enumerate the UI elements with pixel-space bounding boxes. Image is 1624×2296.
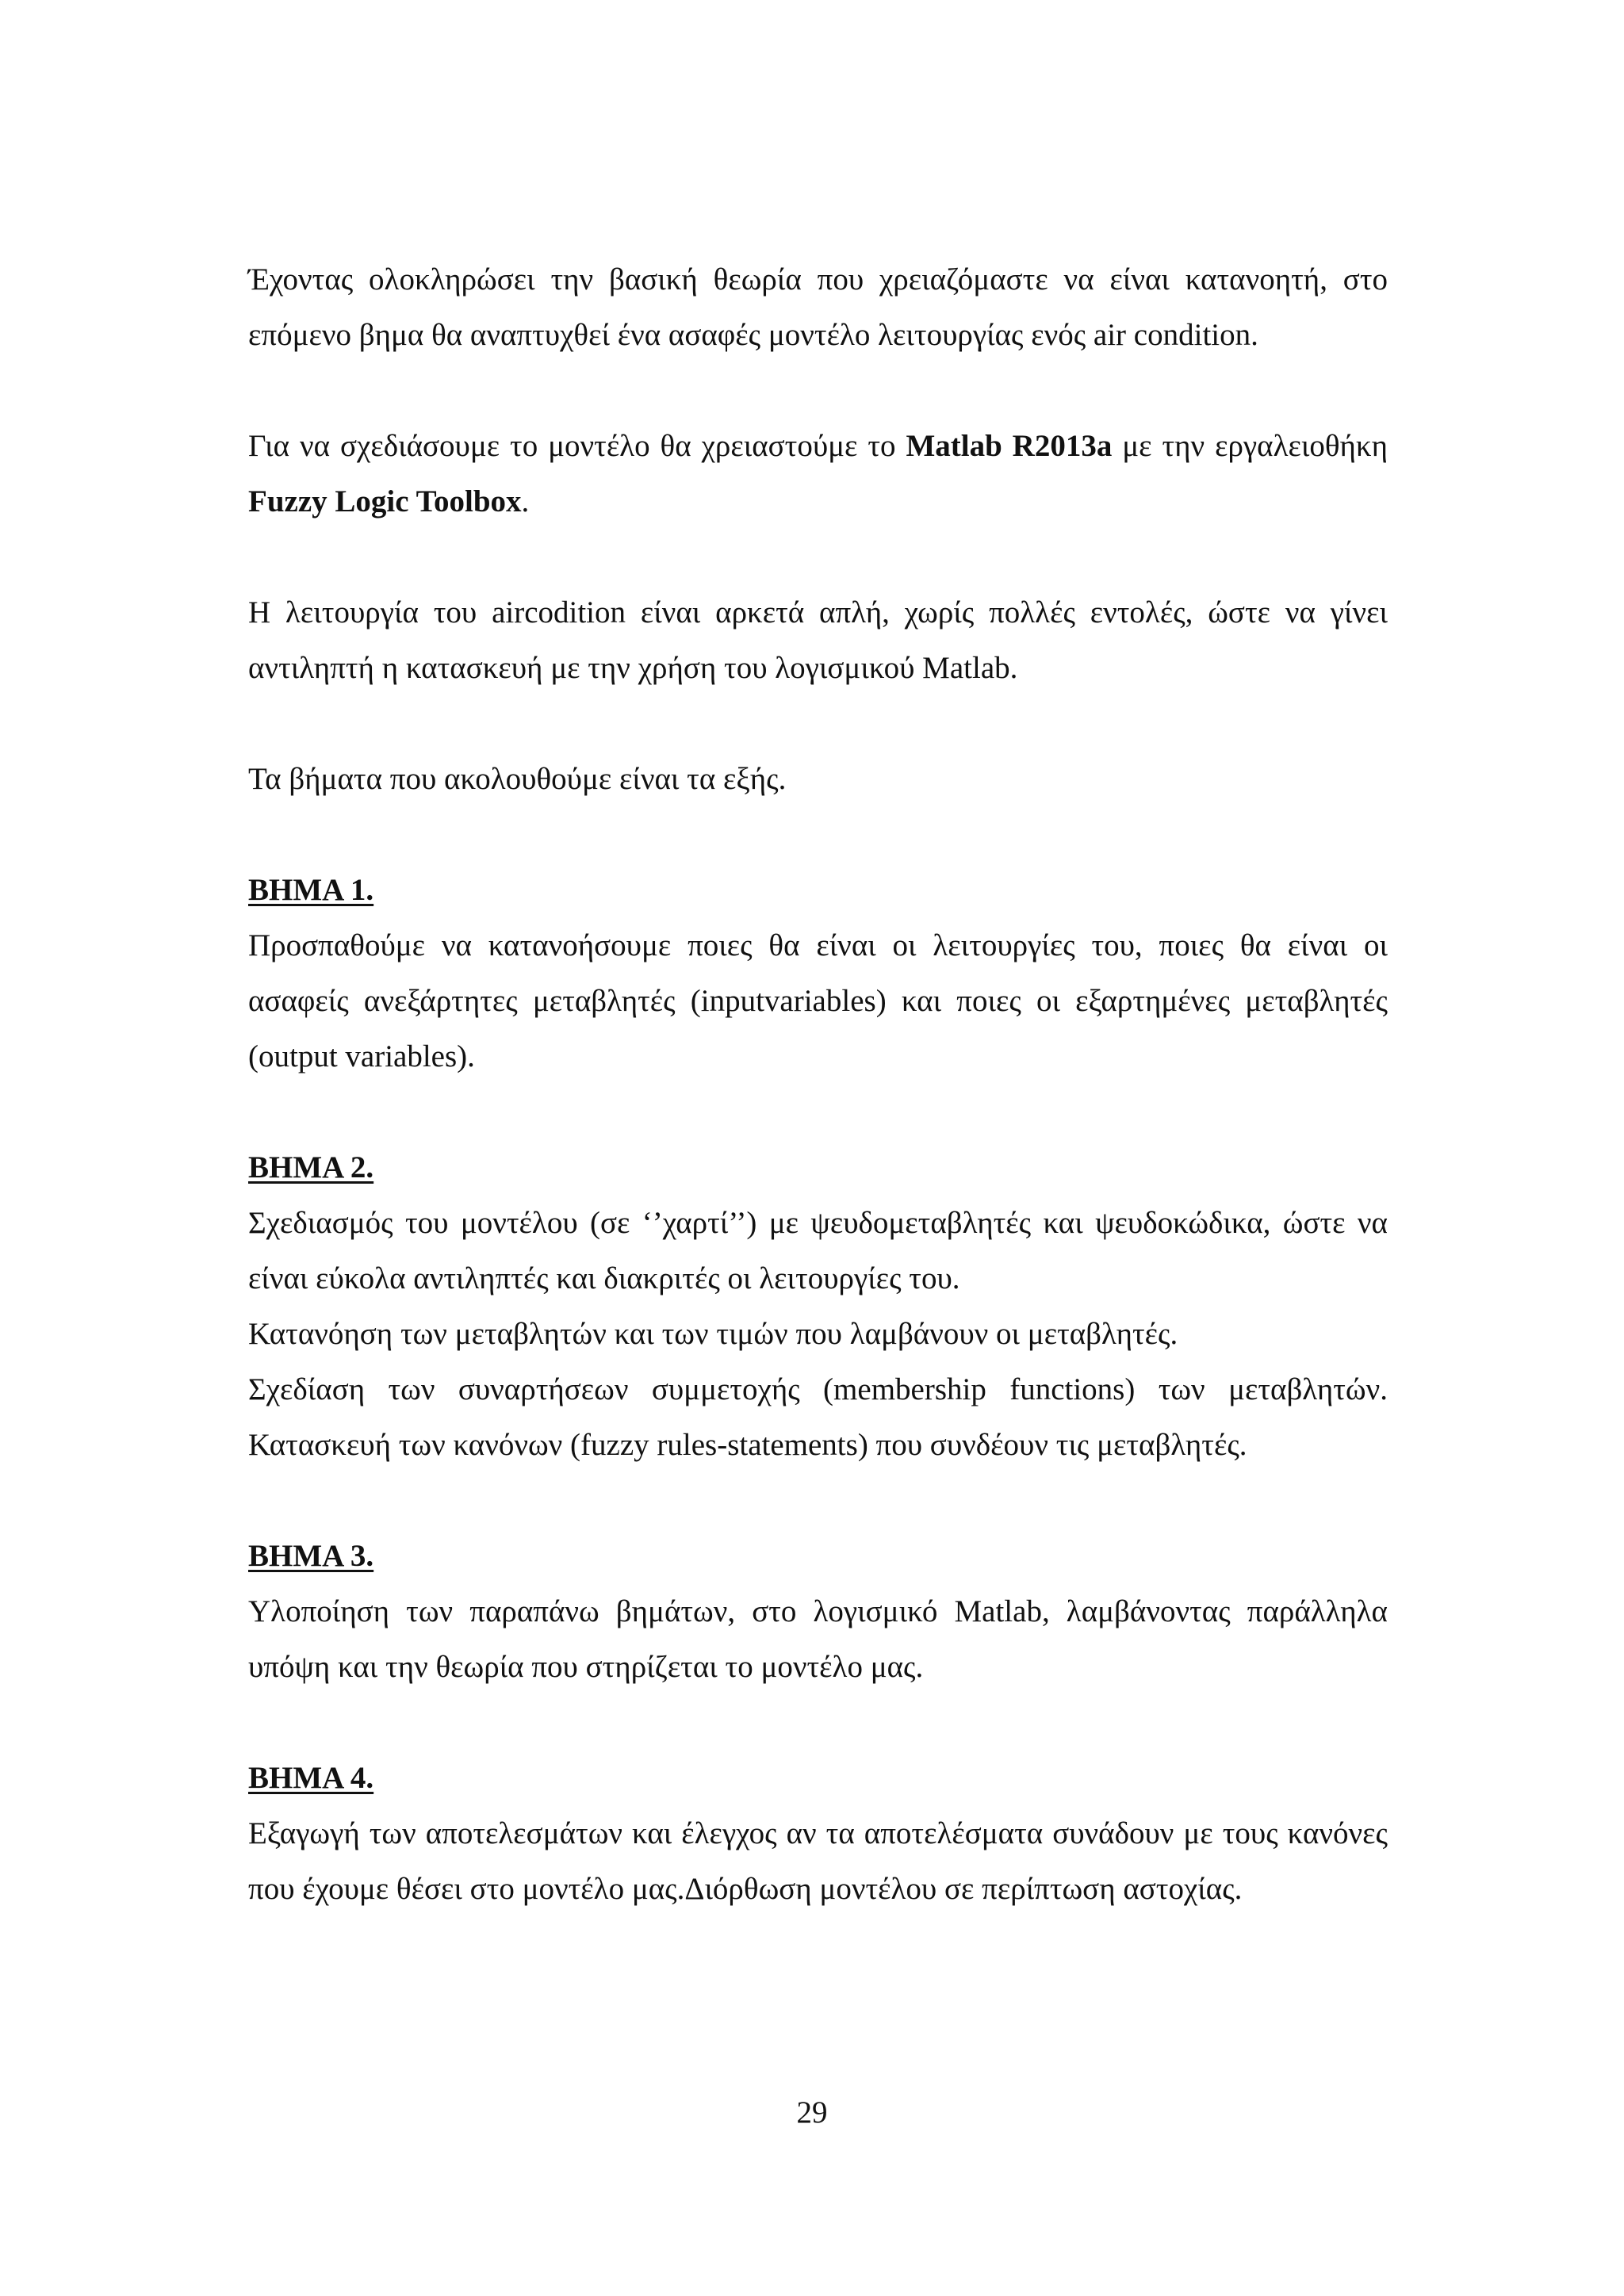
step-3-heading: ΒΗΜΑ 3.	[248, 1539, 374, 1573]
step-4-heading: ΒΗΜΑ 4.	[248, 1761, 374, 1795]
step-2-line-2: Κατανόηση των μεταβλητών και των τιμών που λαμβάνουν οι μεταβλητές.	[248, 1317, 1178, 1351]
step-4	[248, 1751, 1388, 1917]
matlab-text-part2: με την εργαλειοθήκη	[1112, 429, 1388, 463]
step-2-line-1: Σχεδιασμός του μοντέλου (σε ‘’χαρτί’’) με ψευδομεταβλητές και ψευδοκώδικα, ώστε να είναι εύκολα αντιληπτές και διακριτές οι λειτουργίες του.	[248, 1206, 1388, 1295]
page-number: 29	[796, 2095, 828, 2130]
steps-intro: Τα βήματα που ακολουθούμε είναι τα εξής.	[248, 762, 787, 796]
step-2-line-3: Σχεδίαση των συναρτήσεων συμμετοχής (membership functions) των μεταβλητών.	[248, 1372, 1388, 1406]
toolbox-name-bold: Fuzzy Logic Toolbox	[248, 484, 522, 519]
matlab-paragraph	[248, 419, 1388, 530]
step-3	[248, 1529, 1388, 1695]
step-4-text: Εξαγωγή των αποτελεσμάτων και έλεγχος αν τα αποτελέσματα συνάδουν με τους κανόνες που έχουμε θέσει στο μοντέλο μας.Διόρθωση μοντέλου σε περίπτωση αστοχίας.	[248, 1816, 1388, 1906]
step-1-text: Προσπαθούμε να κατανοήσουμε ποιες θα είναι οι λειτουργίες του, ποιες θα είναι οι ασαφείς ανεξάρτητες μεταβλητές (inputvariables) και ποιες οι εξαρτημένες μεταβλητές (output variables).	[248, 928, 1388, 1073]
matlab-version-bold: Matlab R2013a	[906, 429, 1113, 463]
step-1	[248, 863, 1388, 1085]
aircondition-paragraph: Η λειτουργία του aircodition είναι αρκετά απλή, χωρίς πολλές εντολές, ώστε να γίνει αντιληπτή η κατασκευή με την χρήση του λογισμικού Matlab.	[248, 595, 1388, 685]
step-2-heading: ΒΗΜΑ 2.	[248, 1150, 374, 1184]
matlab-text-part1: Για να σχεδιάσουμε το μοντέλο θα χρειαστούμε το	[248, 429, 906, 463]
document-page	[248, 252, 1388, 1917]
step-2-line-4: Κατασκευή των κανόνων (fuzzy rules-statements) που συνδέουν τις μεταβλητές.	[248, 1428, 1247, 1462]
step-1-heading: ΒΗΜΑ 1.	[248, 873, 374, 907]
matlab-text-part3: .	[521, 484, 530, 519]
intro-paragraph: Έχοντας ολοκληρώσει την βασική θεωρία που χρειαζόμαστε να είναι κατανοητή, στο επόμενο βημα θα αναπτυχθεί ένα ασαφές μοντέλο λειτουργίας ενός air condition.	[248, 262, 1388, 352]
step-3-text: Υλοποίηση των παραπάνω βημάτων, στο λογισμικό Matlab, λαμβάνοντας παράλληλα υπόψη και την θεωρία που στηρίζεται το μοντέλο μας.	[248, 1594, 1388, 1684]
step-2	[248, 1140, 1388, 1473]
